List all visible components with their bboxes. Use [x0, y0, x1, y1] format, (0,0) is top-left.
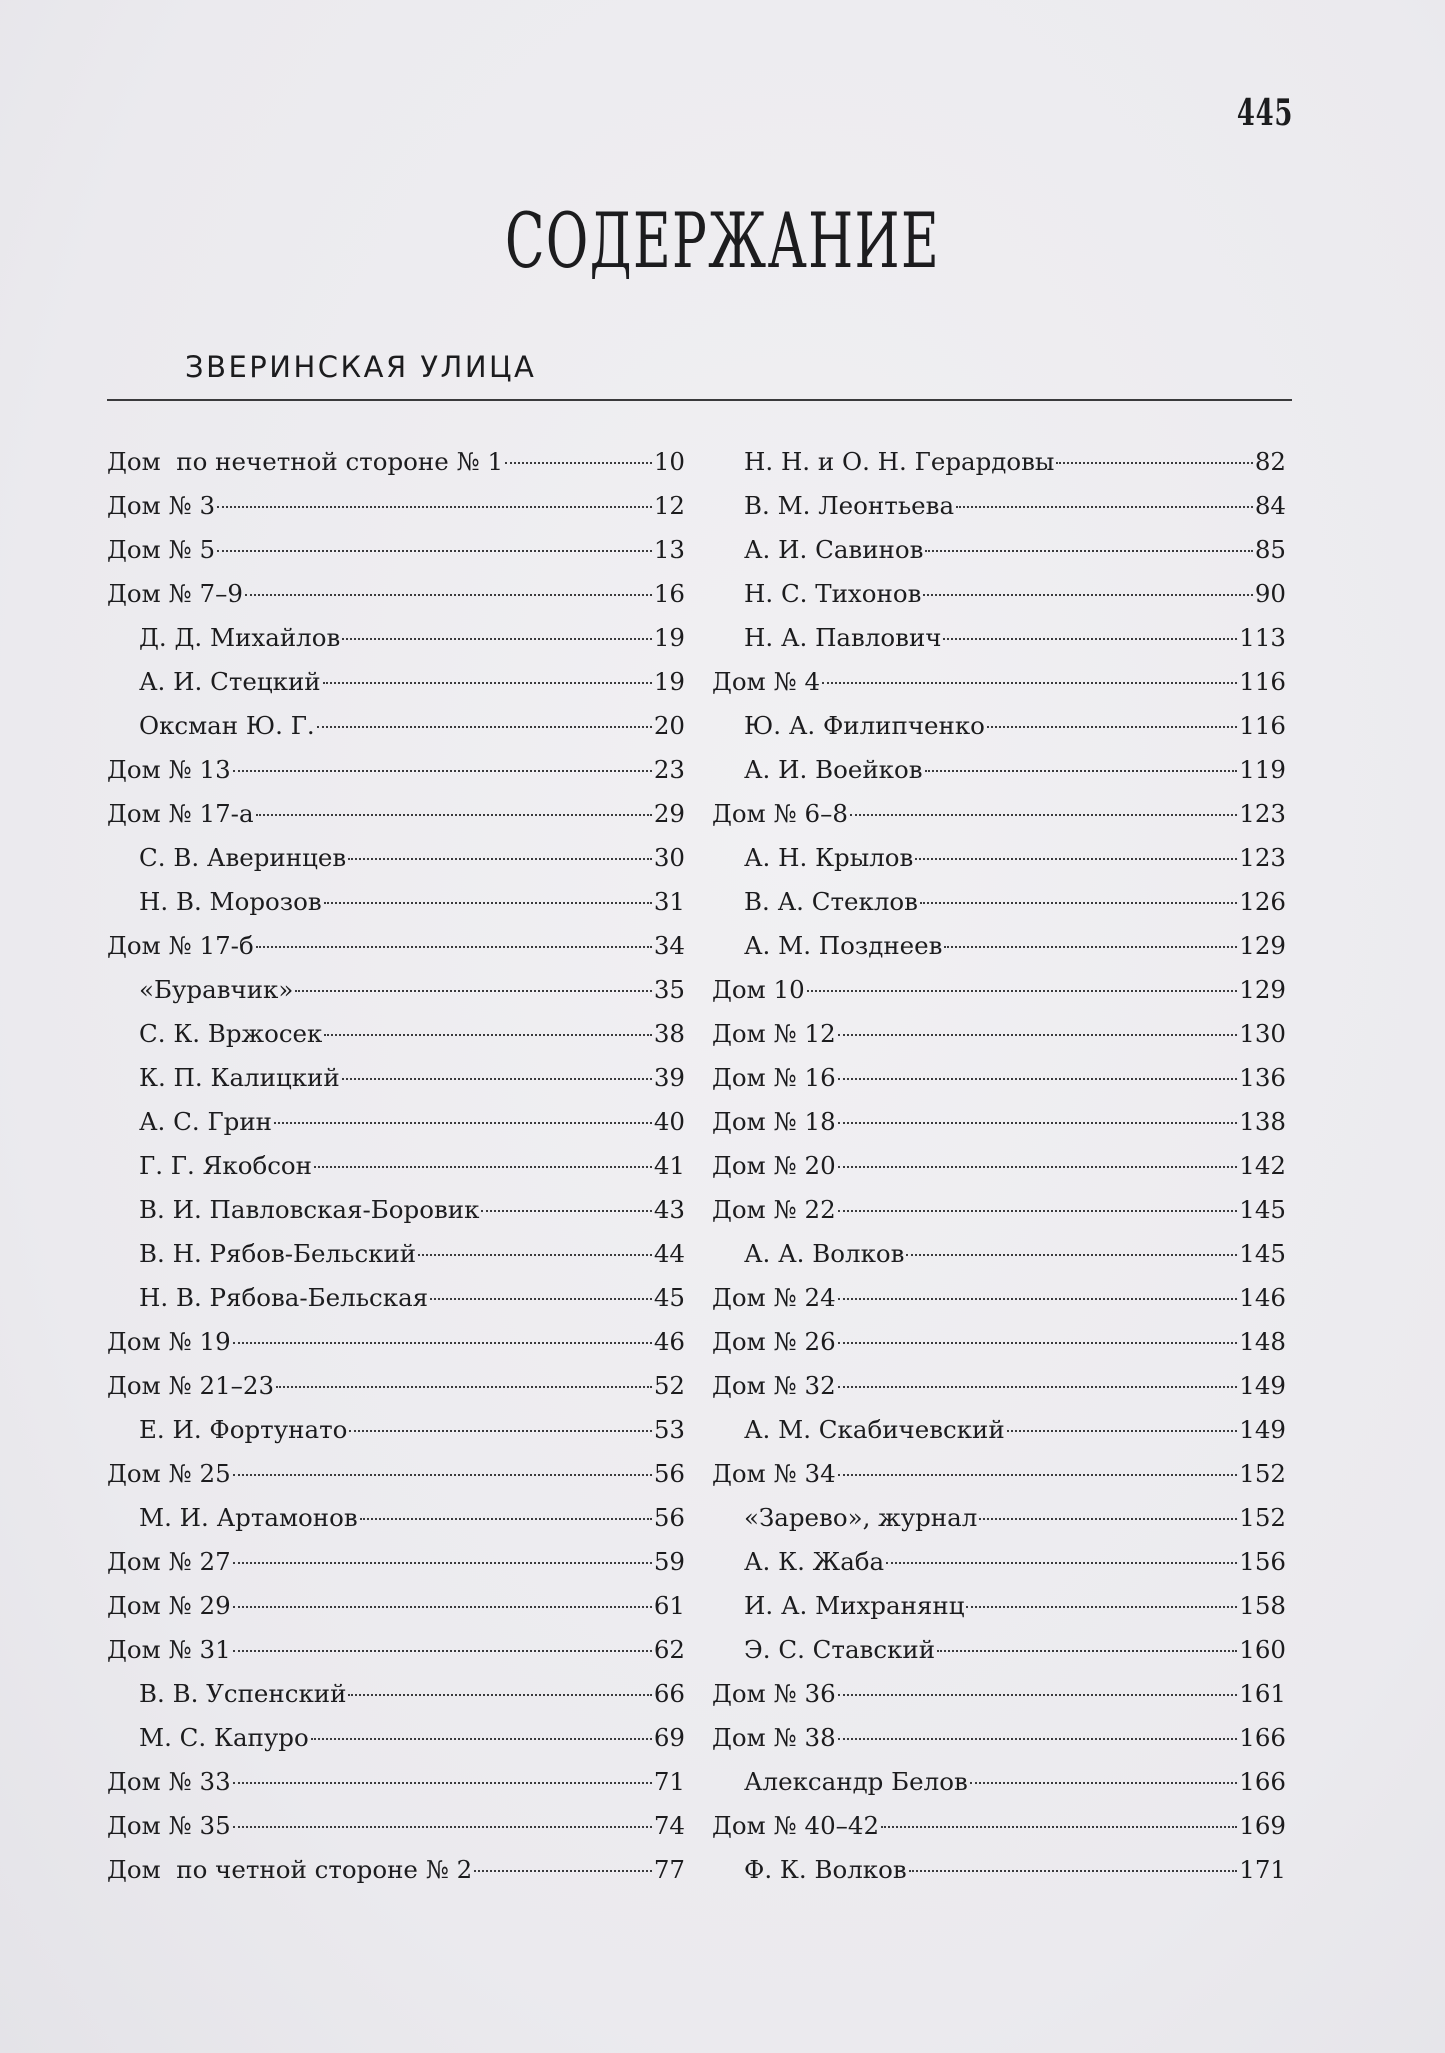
toc-entry-page: 171: [1239, 1855, 1286, 1884]
toc-entry-page: 40: [653, 1107, 685, 1136]
toc-entry-page: 12: [653, 491, 685, 520]
toc-entry-label: К. П. Калицкий: [139, 1063, 340, 1092]
toc-entry-page: 43: [653, 1195, 685, 1224]
toc-entry-page: 16: [653, 579, 685, 608]
dot-leader: [838, 1077, 1238, 1080]
toc-entry-label: Н. В. Морозов: [139, 887, 322, 916]
toc-entry-label: Д. Д. Михайлов: [139, 623, 341, 652]
toc-entry: [712, 484, 1286, 528]
toc-entry-page: 130: [1239, 1019, 1286, 1048]
toc-entry-label: Дом № 19: [107, 1327, 231, 1356]
toc-entry-page: 20: [653, 711, 685, 740]
toc-entry: [712, 836, 1286, 880]
toc-entry-page: 113: [1239, 623, 1286, 652]
toc-entry-label: Оксман Ю. Г.: [139, 711, 315, 740]
dot-leader: [956, 505, 1253, 508]
toc-entry-page: 34: [653, 931, 685, 960]
toc-entry-label: В. М. Леонтьева: [744, 491, 955, 520]
toc-entry-page: 44: [653, 1239, 685, 1268]
dot-leader: [838, 1297, 1238, 1300]
toc-entry: [107, 1232, 685, 1276]
toc-entry-label: Н. С. Тихонов: [744, 579, 922, 608]
toc-entry: [712, 616, 1286, 660]
dot-leader: [886, 1561, 1237, 1564]
toc-entry: [107, 440, 685, 484]
toc-entry-page: 77: [653, 1855, 685, 1884]
toc-entry-page: 116: [1239, 667, 1286, 696]
dot-leader: [970, 1781, 1237, 1784]
toc-entry-label: Дом № 4: [712, 667, 821, 696]
toc-entry-label: Дом № 25: [107, 1459, 231, 1488]
dot-leader: [233, 1341, 652, 1344]
toc-entry-label: Дом № 16: [712, 1063, 836, 1092]
toc-entry-page: 160: [1239, 1635, 1286, 1664]
toc-entry-page: 19: [653, 623, 685, 652]
toc-entry-page: 126: [1239, 887, 1286, 916]
toc-entry: [107, 660, 685, 704]
toc-entry-label: Дом № 6–8: [712, 799, 848, 828]
toc-entry-page: 166: [1239, 1723, 1286, 1752]
toc-entry-page: 61: [653, 1591, 685, 1620]
toc-entry: [107, 572, 685, 616]
toc-entry: [107, 1188, 685, 1232]
dot-leader: [505, 461, 652, 464]
toc-entry: [107, 1012, 685, 1056]
toc-entry-page: 158: [1239, 1591, 1286, 1620]
toc-entry-label: Дом № 40–42: [712, 1811, 880, 1840]
toc-entry-page: 152: [1239, 1503, 1286, 1532]
toc-entry: [712, 1012, 1286, 1056]
dot-leader: [838, 1209, 1238, 1212]
toc-entry: [712, 1804, 1286, 1848]
toc-entry: [712, 1716, 1286, 1760]
dot-leader: [233, 1605, 652, 1608]
toc-entry: [712, 1452, 1286, 1496]
toc-entry: [107, 1628, 685, 1672]
toc-entry-page: 38: [653, 1019, 685, 1048]
toc-entry: [712, 1188, 1286, 1232]
dot-leader: [317, 725, 652, 728]
toc-entry-label: А. И. Савинов: [744, 535, 924, 564]
toc-entry-page: 45: [653, 1283, 685, 1312]
toc-entry-label: Дом № 18: [712, 1107, 836, 1136]
toc-entry-label: «Буравчик»: [139, 975, 294, 1004]
toc-entry: [712, 1408, 1286, 1452]
dot-leader: [274, 1121, 652, 1124]
toc-entry: [107, 1364, 685, 1408]
toc-entry-label: Дом № 17-а: [107, 799, 254, 828]
toc-entry: [107, 792, 685, 836]
toc-entry: [712, 924, 1286, 968]
toc-entry: [107, 1100, 685, 1144]
dot-leader: [324, 901, 652, 904]
toc-entry-page: 85: [1254, 535, 1286, 564]
dot-leader: [1056, 461, 1252, 464]
toc-entry-label: А. М. Позднеев: [744, 931, 943, 960]
toc-entry-page: 148: [1239, 1327, 1286, 1356]
toc-entry-label: Дом № 35: [107, 1811, 231, 1840]
toc-entry: [712, 528, 1286, 572]
toc-entry-page: 119: [1239, 755, 1286, 784]
dot-leader: [937, 1649, 1237, 1652]
dot-leader: [348, 857, 652, 860]
dot-leader: [881, 1825, 1237, 1828]
toc-entry-page: 31: [653, 887, 685, 916]
toc-entry-label: С. В. Аверинцев: [139, 843, 347, 872]
toc-entry-label: В. А. Стеклов: [744, 887, 918, 916]
toc-entry-page: 136: [1239, 1063, 1286, 1092]
toc-entry-label: Ю. А. Филипченко: [744, 711, 985, 740]
dot-leader: [838, 1165, 1238, 1168]
toc-entry-label: А. М. Скабичевский: [744, 1415, 1005, 1444]
dot-leader: [838, 1473, 1238, 1476]
toc-entry-page: 71: [653, 1767, 685, 1796]
toc-entry-label: Дом № 5: [107, 535, 216, 564]
toc-entry-label: Н. А. Павлович: [744, 623, 942, 652]
toc-entry: [712, 1364, 1286, 1408]
toc-entry: [107, 1672, 685, 1716]
toc-entry-page: 142: [1239, 1151, 1286, 1180]
dot-leader: [233, 1561, 652, 1564]
dot-leader: [245, 593, 652, 596]
dot-leader: [838, 1033, 1238, 1036]
toc-entry: [107, 1408, 685, 1452]
toc-entry-page: 62: [653, 1635, 685, 1664]
toc-entry: [712, 792, 1286, 836]
toc-entry: [107, 1320, 685, 1364]
toc-entry-label: Дом № 34: [712, 1459, 836, 1488]
dot-leader: [360, 1517, 652, 1520]
toc-entry: [712, 1232, 1286, 1276]
toc-entry-page: 149: [1239, 1371, 1286, 1400]
dot-leader: [217, 549, 652, 552]
toc-entry-label: Е. И. Фортунато: [139, 1415, 348, 1444]
toc-entry-label: В. Н. Рябов-Бельский: [139, 1239, 417, 1268]
toc-entry: [712, 1144, 1286, 1188]
toc-entry-page: 53: [653, 1415, 685, 1444]
section-heading: ЗВЕРИНСКАЯ УЛИЦА: [185, 350, 537, 384]
toc-entry-label: Дом № 26: [712, 1327, 836, 1356]
toc-entry: [107, 616, 685, 660]
toc-entry: [107, 880, 685, 924]
toc-entry-label: Н. Н. и О. Н. Герардовы: [744, 447, 1055, 476]
toc-entry-page: 156: [1239, 1547, 1286, 1576]
toc-entry: [107, 1716, 685, 1760]
dot-leader: [838, 1693, 1238, 1696]
dot-leader: [233, 1825, 652, 1828]
toc-entry: [712, 1320, 1286, 1364]
dot-leader: [481, 1209, 651, 1212]
dot-leader: [276, 1385, 652, 1388]
toc-entry-label: Дом № 29: [107, 1591, 231, 1620]
dot-leader: [838, 1121, 1238, 1124]
dot-leader: [925, 769, 1238, 772]
dot-leader: [923, 593, 1252, 596]
toc-entry-page: 59: [653, 1547, 685, 1576]
page-title: СОДЕРЖАНИЕ: [504, 196, 941, 285]
dot-leader: [979, 1517, 1237, 1520]
toc-entry-page: 116: [1239, 711, 1286, 740]
toc-entry-label: Дом № 21–23: [107, 1371, 275, 1400]
toc-entry-label: А. К. Жаба: [744, 1547, 885, 1576]
toc-entry: [712, 1760, 1286, 1804]
toc-entry: [712, 572, 1286, 616]
toc-entry-page: 82: [1254, 447, 1286, 476]
toc-entry: [712, 1672, 1286, 1716]
toc-entry: [107, 1540, 685, 1584]
dot-leader: [342, 637, 652, 640]
toc-entry-page: 145: [1239, 1239, 1286, 1268]
toc-entry-page: 146: [1239, 1283, 1286, 1312]
toc-entry: [712, 704, 1286, 748]
dot-leader: [838, 1737, 1238, 1740]
toc-entry-page: 123: [1239, 843, 1286, 872]
toc-entry: [712, 968, 1286, 1012]
toc-entry-page: 10: [653, 447, 685, 476]
toc-entry-page: 52: [653, 1371, 685, 1400]
toc-entry-label: А. И. Стецкий: [139, 667, 321, 696]
toc-entry-label: В. В. Успенский: [139, 1679, 347, 1708]
toc-entry-page: 69: [653, 1723, 685, 1752]
toc-entry-label: Александр Белов: [744, 1767, 968, 1796]
dot-leader: [233, 769, 652, 772]
dot-leader: [418, 1253, 652, 1256]
section-rule: [107, 399, 1292, 401]
toc-entry-label: Дом № 20: [712, 1151, 836, 1180]
toc-entry-page: 145: [1239, 1195, 1286, 1224]
dot-leader: [838, 1385, 1238, 1388]
toc-entry-page: 74: [653, 1811, 685, 1840]
toc-entry-label: Дом № 38: [712, 1723, 836, 1752]
toc-entry-label: А. И. Воейков: [744, 755, 923, 784]
toc-entry-page: 46: [653, 1327, 685, 1356]
dot-leader: [342, 1077, 652, 1080]
toc-entry: [107, 1056, 685, 1100]
toc-entry-label: Н. В. Рябова-Бельская: [139, 1283, 429, 1312]
toc-entry: [107, 704, 685, 748]
toc-entry-page: 161: [1239, 1679, 1286, 1708]
toc-entry: [712, 1276, 1286, 1320]
dot-leader: [807, 989, 1238, 992]
dot-leader: [850, 813, 1237, 816]
toc-entry-label: Ф. К. Волков: [744, 1855, 907, 1884]
toc-entry: [107, 484, 685, 528]
toc-entry-label: А. А. Волков: [744, 1239, 905, 1268]
dot-leader: [966, 1605, 1237, 1608]
toc-entry-page: 84: [1254, 491, 1286, 520]
toc-entry: [712, 748, 1286, 792]
dot-leader: [256, 945, 652, 948]
toc-entry: [107, 528, 685, 572]
dot-leader: [314, 1165, 652, 1168]
dot-leader: [348, 1693, 651, 1696]
toc-entry-page: 41: [653, 1151, 685, 1180]
toc-entry-label: М. С. Капуро: [139, 1723, 309, 1752]
toc-entry-page: 30: [653, 843, 685, 872]
toc-entry: [107, 1452, 685, 1496]
toc-entry-label: Дом № 36: [712, 1679, 836, 1708]
dot-leader: [324, 1033, 651, 1036]
dot-leader: [233, 1473, 652, 1476]
dot-leader: [925, 549, 1252, 552]
dot-leader: [943, 637, 1237, 640]
dot-leader: [323, 681, 652, 684]
toc-entry-label: Дом № 33: [107, 1767, 231, 1796]
dot-leader: [838, 1341, 1238, 1344]
dot-leader: [430, 1297, 652, 1300]
toc-entry-label: «Зарево», журнал: [744, 1503, 978, 1532]
toc-entry-label: Дом № 13: [107, 755, 231, 784]
toc-entry-label: Дом № 27: [107, 1547, 231, 1576]
toc-entry-page: 23: [653, 755, 685, 784]
dot-leader: [1007, 1429, 1238, 1432]
toc-entry-label: А. Н. Крылов: [744, 843, 914, 872]
toc-entry-page: 13: [653, 535, 685, 564]
dot-leader: [906, 1253, 1237, 1256]
toc-entry: [107, 1496, 685, 1540]
dot-leader: [474, 1869, 652, 1872]
toc-entry: [107, 1276, 685, 1320]
dot-leader: [987, 725, 1237, 728]
toc-entry-page: 138: [1239, 1107, 1286, 1136]
toc-entry-page: 149: [1239, 1415, 1286, 1444]
toc-entry: [712, 1100, 1286, 1144]
toc-entry: [107, 748, 685, 792]
toc-entry: [107, 1584, 685, 1628]
toc-entry: [712, 880, 1286, 924]
dot-leader: [233, 1781, 652, 1784]
toc-entry: [107, 1848, 685, 1892]
toc-entry-label: Дом № 32: [712, 1371, 836, 1400]
toc-entry-label: Дом № 22: [712, 1195, 836, 1224]
toc-entry-label: Дом № 12: [712, 1019, 836, 1048]
toc-entry-page: 39: [653, 1063, 685, 1092]
toc-entry-page: 66: [653, 1679, 685, 1708]
toc-left-column: [107, 440, 685, 1892]
toc-entry-page: 169: [1239, 1811, 1286, 1840]
toc-entry: [712, 440, 1286, 484]
toc-entry-label: Дом 10: [712, 975, 805, 1004]
toc-entry-label: Г. Г. Якобсон: [139, 1151, 312, 1180]
toc-entry: [712, 660, 1286, 704]
toc-entry-label: И. А. Михранянц: [744, 1591, 965, 1620]
toc-entry: [712, 1496, 1286, 1540]
toc-entry-page: 166: [1239, 1767, 1286, 1796]
dot-leader: [920, 901, 1237, 904]
dot-leader: [311, 1737, 652, 1740]
toc-right-column: [712, 440, 1286, 1892]
toc-entry-label: В. И. Павловская-Боровик: [139, 1195, 480, 1224]
toc-entry: [712, 1628, 1286, 1672]
dot-leader: [295, 989, 651, 992]
toc-entry: [107, 1144, 685, 1188]
toc-entry-label: М. И. Артамонов: [139, 1503, 358, 1532]
toc-entry-page: 129: [1239, 975, 1286, 1004]
toc-entry-page: 19: [653, 667, 685, 696]
toc-entry: [107, 924, 685, 968]
toc-entry-label: Дом № 31: [107, 1635, 231, 1664]
dot-leader: [822, 681, 1237, 684]
toc-entry-label: Дом № 7–9: [107, 579, 243, 608]
toc-entry: [107, 1804, 685, 1848]
dot-leader: [256, 813, 652, 816]
toc-entry-page: 152: [1239, 1459, 1286, 1488]
toc-entry-label: А. С. Грин: [139, 1107, 273, 1136]
toc-entry-page: 123: [1239, 799, 1286, 828]
toc-entry: [107, 968, 685, 1012]
toc-entry-label: Дом по нечетной стороне № 1: [107, 447, 504, 476]
toc-entry-label: Дом № 24: [712, 1283, 836, 1312]
dot-leader: [944, 945, 1237, 948]
dot-leader: [349, 1429, 651, 1432]
toc-entry-label: Дом № 3: [107, 491, 216, 520]
toc-entry: [107, 1760, 685, 1804]
toc-entry-label: Э. С. Ставский: [744, 1635, 936, 1664]
toc-entry-page: 56: [653, 1459, 685, 1488]
toc-entry: [712, 1848, 1286, 1892]
toc-entry-label: С. К. Вржосек: [139, 1019, 323, 1048]
dot-leader: [915, 857, 1237, 860]
dot-leader: [909, 1869, 1238, 1872]
toc-entry-page: 90: [1254, 579, 1286, 608]
dot-leader: [217, 505, 652, 508]
toc-entry-page: 129: [1239, 931, 1286, 960]
toc-entry: [712, 1056, 1286, 1100]
dot-leader: [233, 1649, 652, 1652]
toc-entry-label: Дом № 17-б: [107, 931, 254, 960]
toc-entry: [712, 1540, 1286, 1584]
toc-entry: [712, 1584, 1286, 1628]
toc-entry: [107, 836, 685, 880]
toc-entry-page: 35: [653, 975, 685, 1004]
toc-entry-page: 29: [653, 799, 685, 828]
toc-entry-page: 56: [653, 1503, 685, 1532]
page-number: 445: [1236, 92, 1293, 134]
toc-entry-label: Дом по четной стороне № 2: [107, 1855, 473, 1884]
